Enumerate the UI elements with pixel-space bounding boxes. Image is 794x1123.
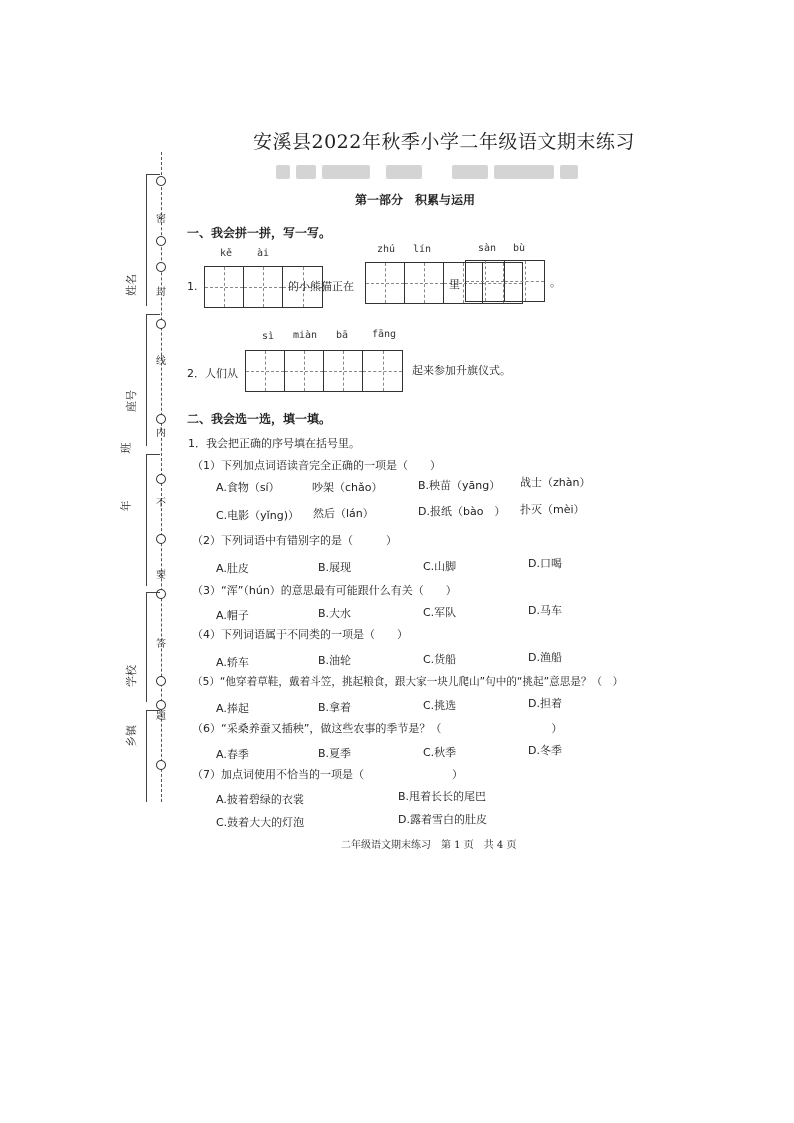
option-c[interactable]: C.电影（yǐng)）: [216, 509, 299, 522]
option-a[interactable]: A.肚皮: [216, 562, 249, 575]
question-stem: （5）“他穿着草鞋，戴着斗笠，挑起粮食，跟大家一块儿爬山”句中的“挑起”意思是？（ ）: [192, 676, 624, 688]
sentence-text: 起来参加升旗仪式。: [412, 364, 511, 377]
pinyin: bù: [513, 243, 526, 254]
label-name: 姓名: [125, 274, 138, 296]
option-d[interactable]: D.马车: [528, 604, 562, 617]
pinyin: sàn: [478, 243, 497, 254]
option-a[interactable]: A.轿车: [216, 656, 249, 669]
option-c[interactable]: C.山脚: [423, 560, 457, 573]
seal-char: 不: [156, 498, 166, 509]
option-d[interactable]: D.报纸（bào ）: [418, 505, 506, 518]
sentence-text: 。: [550, 276, 561, 289]
sentence-text: 里: [449, 278, 460, 291]
seal-char: 要: [156, 570, 166, 581]
option-a[interactable]: A.食物（sí）: [216, 481, 280, 494]
question-stem: （7）加点词使用不恰当的一项是（ ）: [192, 768, 463, 781]
pinyin: sì: [262, 331, 275, 342]
part-title: 第一部分 积累与运用: [355, 193, 476, 207]
writing-grid[interactable]: [245, 350, 403, 392]
option-a: 吵架（chǎo）: [312, 481, 383, 494]
label-seat-number: 座号: [125, 390, 138, 412]
question-stem: （4）下列词语属于不同类的一项是（ ）: [192, 628, 408, 641]
option-d: 扑灭（mèi）: [520, 503, 585, 516]
sentence-text: 的小熊猫正在: [288, 280, 354, 293]
label-school: 学校: [125, 665, 138, 687]
pinyin: zhú: [377, 244, 396, 255]
seal-char: 答: [156, 639, 166, 650]
pinyin: lín: [413, 244, 432, 255]
option-c[interactable]: C.军队: [423, 606, 457, 619]
section1-heading: 一、我会拼一拼，写一写。: [187, 226, 332, 240]
question-number: 2．人们从: [187, 367, 238, 380]
option-b: 战士（zhàn）: [520, 476, 591, 489]
option-d[interactable]: D.露着雪白的肚皮: [398, 813, 487, 826]
pinyin: bā: [336, 330, 349, 341]
question-stem: （2）下列词语中有错别字的是（ ）: [192, 534, 397, 547]
instruction-text: 1．我会把正确的序号填在括号里。: [188, 437, 360, 450]
seal-char: 封: [156, 287, 166, 298]
grid-cell[interactable]: [505, 261, 544, 301]
seal-char: 题: [156, 711, 166, 722]
grid-cell[interactable]: [246, 351, 285, 391]
label-class: 班: [119, 442, 133, 454]
label-township: 乡镇: [125, 725, 138, 747]
option-a[interactable]: A.捧起: [216, 702, 249, 715]
pinyin: fāng: [372, 329, 397, 340]
grid-cell[interactable]: [285, 351, 324, 391]
writing-grid[interactable]: [465, 260, 545, 302]
seal-char: 线: [156, 356, 166, 367]
option-c[interactable]: C.秋季: [423, 746, 457, 759]
option-b[interactable]: B.大水: [318, 607, 352, 620]
option-b[interactable]: B.秧苗（yāng）: [418, 479, 501, 492]
page-footer: 二年级语文期末练习 第 1 页 共 4 页: [341, 840, 517, 851]
option-b[interactable]: B.油轮: [318, 654, 352, 667]
question-number: 1.: [187, 280, 198, 293]
option-d[interactable]: D.冬季: [528, 744, 562, 757]
grid-cell[interactable]: [244, 267, 283, 307]
option-c[interactable]: C.货船: [423, 653, 457, 666]
question-stem: （1）下列加点词语读音完全正确的一项是（ ）: [192, 459, 441, 472]
pinyin: ài: [257, 248, 270, 259]
seal-char: 密: [156, 214, 166, 225]
grid-cell[interactable]: [205, 267, 244, 307]
grid-cell[interactable]: [324, 351, 363, 391]
option-b[interactable]: B.展现: [318, 561, 352, 574]
grid-cell[interactable]: [466, 261, 505, 301]
question-stem: （3）“浑”（hún）的意思最有可能跟什么有关（ ）: [192, 584, 457, 597]
option-b[interactable]: B.夏季: [318, 747, 352, 760]
grid-cell[interactable]: [363, 351, 402, 391]
option-a[interactable]: A.春季: [216, 748, 249, 761]
option-a[interactable]: A.帽子: [216, 609, 249, 622]
option-d[interactable]: D.口喝: [528, 557, 562, 570]
page-title: 安溪县2022年秋季小学二年级语文期末练习: [253, 131, 635, 153]
option-c: 然后（lán）: [313, 507, 374, 520]
grid-cell[interactable]: [366, 263, 405, 303]
option-a[interactable]: A.披着碧绿的衣裳: [216, 793, 304, 806]
pinyin: kě: [220, 248, 233, 259]
option-b[interactable]: B.拿着: [318, 701, 352, 714]
question-stem: （6）“采桑养蚕又插秧”，做这些农事的季节是？（ ）: [192, 722, 563, 735]
option-c[interactable]: C.鼓着大大的灯泡: [216, 816, 305, 829]
grid-cell[interactable]: [405, 263, 444, 303]
option-d[interactable]: D.担着: [528, 697, 562, 710]
pinyin: miàn: [293, 330, 318, 341]
section2-heading: 二、我会选一选，填一填。: [187, 412, 332, 426]
label-grade: 年: [119, 500, 133, 512]
option-d[interactable]: D.渔船: [528, 651, 562, 664]
seal-char: 内: [156, 428, 166, 439]
option-b[interactable]: B.甩着长长的尾巴: [398, 790, 487, 803]
option-c[interactable]: C.挑选: [423, 699, 457, 712]
